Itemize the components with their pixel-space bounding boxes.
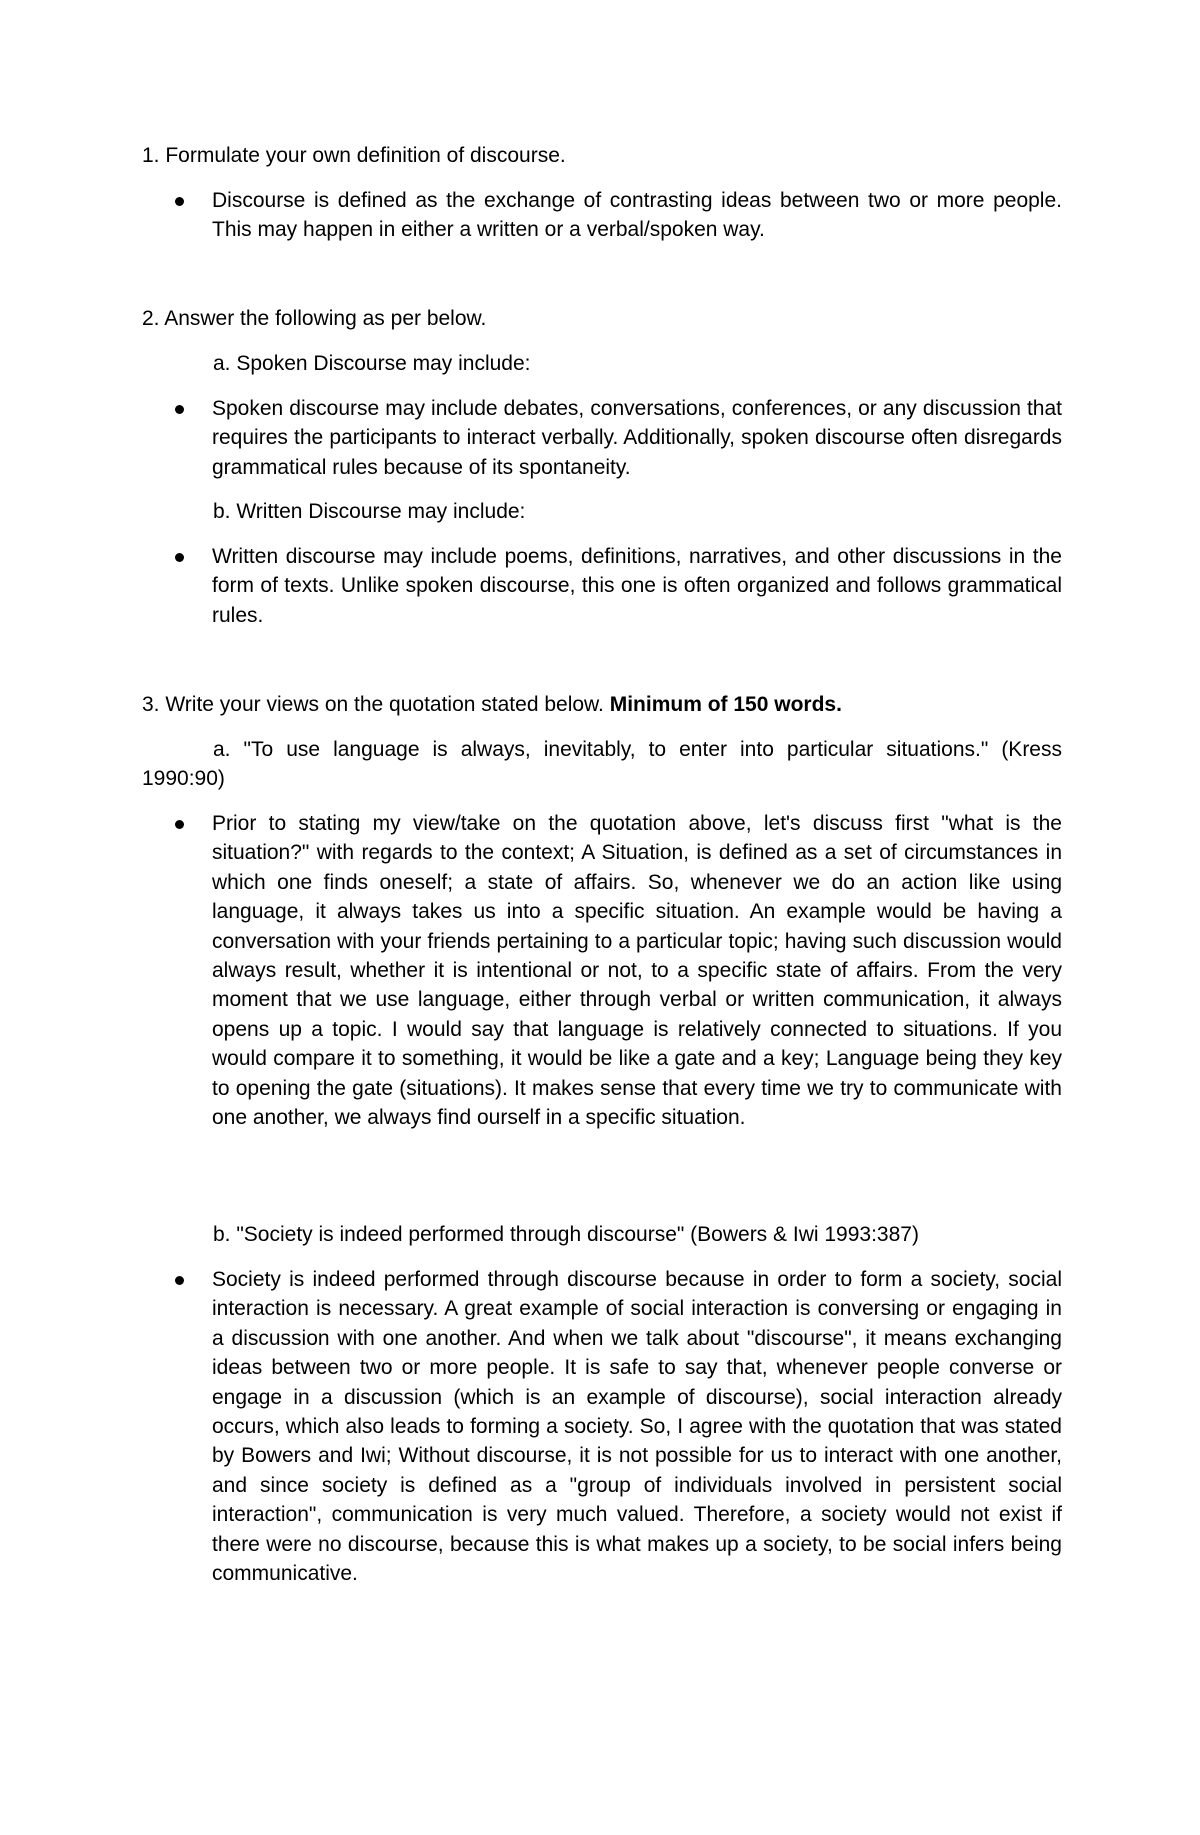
answer-text: Spoken discourse may include debates, conversations, conferences, or any discussion that requires the participants to interact verbally. Additionally, spoken discourse often disregards grammatical rules because of its spontaneity.	[212, 397, 1062, 479]
question-1-answer	[170, 186, 1062, 245]
question-2b-label: b. Written Discourse may include:	[213, 500, 526, 523]
answer-text: Written discourse may include poems, definitions, narratives, and other discussions in the form of texts. Unlike spoken discourse, this one is often organized and follows grammatical rules.	[212, 545, 1062, 627]
bullet-icon	[175, 820, 184, 829]
answer-text: Discourse is defined as the exchange of contrasting ideas between two or more people. This may happen in either a written or a verbal/spoken way.	[212, 189, 1062, 242]
answer-text: Society is indeed performed through discourse because in order to form a society, social interaction is necessary. A great example of social interaction is conversing or engaging in a discussion with one another. And when we talk about "discourse", it means exchanging ideas between two or more people. It is safe to say that, whenever people converse or engage in a discussion (which is an example of discourse), social interaction already occurs, which also leads to forming a society. So, I agree with the quotation that was stated by Bowers and Iwi; Without discourse, it is not possible for us to interact with one another, and since society is defined as a "group of individuals involved in persistent social interaction", communication is very much valued. Therefore, a society would not exist if there were no discourse, because this is what makes up a society, to be social infers being communicative.	[212, 1268, 1062, 1586]
word-count-requirement: Minimum of 150 words.	[609, 693, 842, 716]
question-2-heading: 2. Answer the following as per below.	[142, 307, 487, 330]
answer-text: Prior to stating my view/take on the quotation above, let's discuss first "what is the situation?" with regards to the context; A Situation, is defined as a set of circumstances in which one finds oneself; a state of affairs. So, whenever we do an action like using language, it always takes us into a specific situation. An example would be having a conversation with your friends pertaining to a particular topic; having such discussion would always result, whether it is intentional or not, to a specific state of affairs. From the very moment that we use language, either through verbal or written communication, it always opens up a topic. I would say that language is relatively connected to situations. If you would compare it to something, it would be like a gate and a key; Language being they key to opening the gate (situations). It makes sense that every time we try to communicate with one another, we always find ourself in a specific situation.	[212, 812, 1062, 1130]
question-2a-label: a. Spoken Discourse may include:	[213, 352, 531, 375]
bullet-icon	[175, 553, 184, 562]
quotation-b: b. "Society is indeed performed through discourse" (Bowers & Iwi 1993:387)	[213, 1223, 919, 1246]
question-3-heading-text: 3. Write your views on the quotation stated below.	[142, 693, 610, 716]
question-3-heading	[142, 690, 1062, 719]
question-2a-answer	[170, 394, 1062, 482]
question-2b-answer	[170, 542, 1062, 630]
question-1-heading: 1. Formulate your own definition of discourse.	[142, 144, 566, 167]
quotation-a: a. "To use language is always, inevitably, to enter into particular situations." (Kress 1990:90)	[142, 738, 1062, 791]
question-3b-answer	[170, 1265, 1062, 1588]
bullet-icon	[175, 197, 184, 206]
bullet-icon	[175, 405, 184, 414]
bullet-icon	[175, 1276, 184, 1285]
question-3a-answer	[170, 809, 1062, 1132]
